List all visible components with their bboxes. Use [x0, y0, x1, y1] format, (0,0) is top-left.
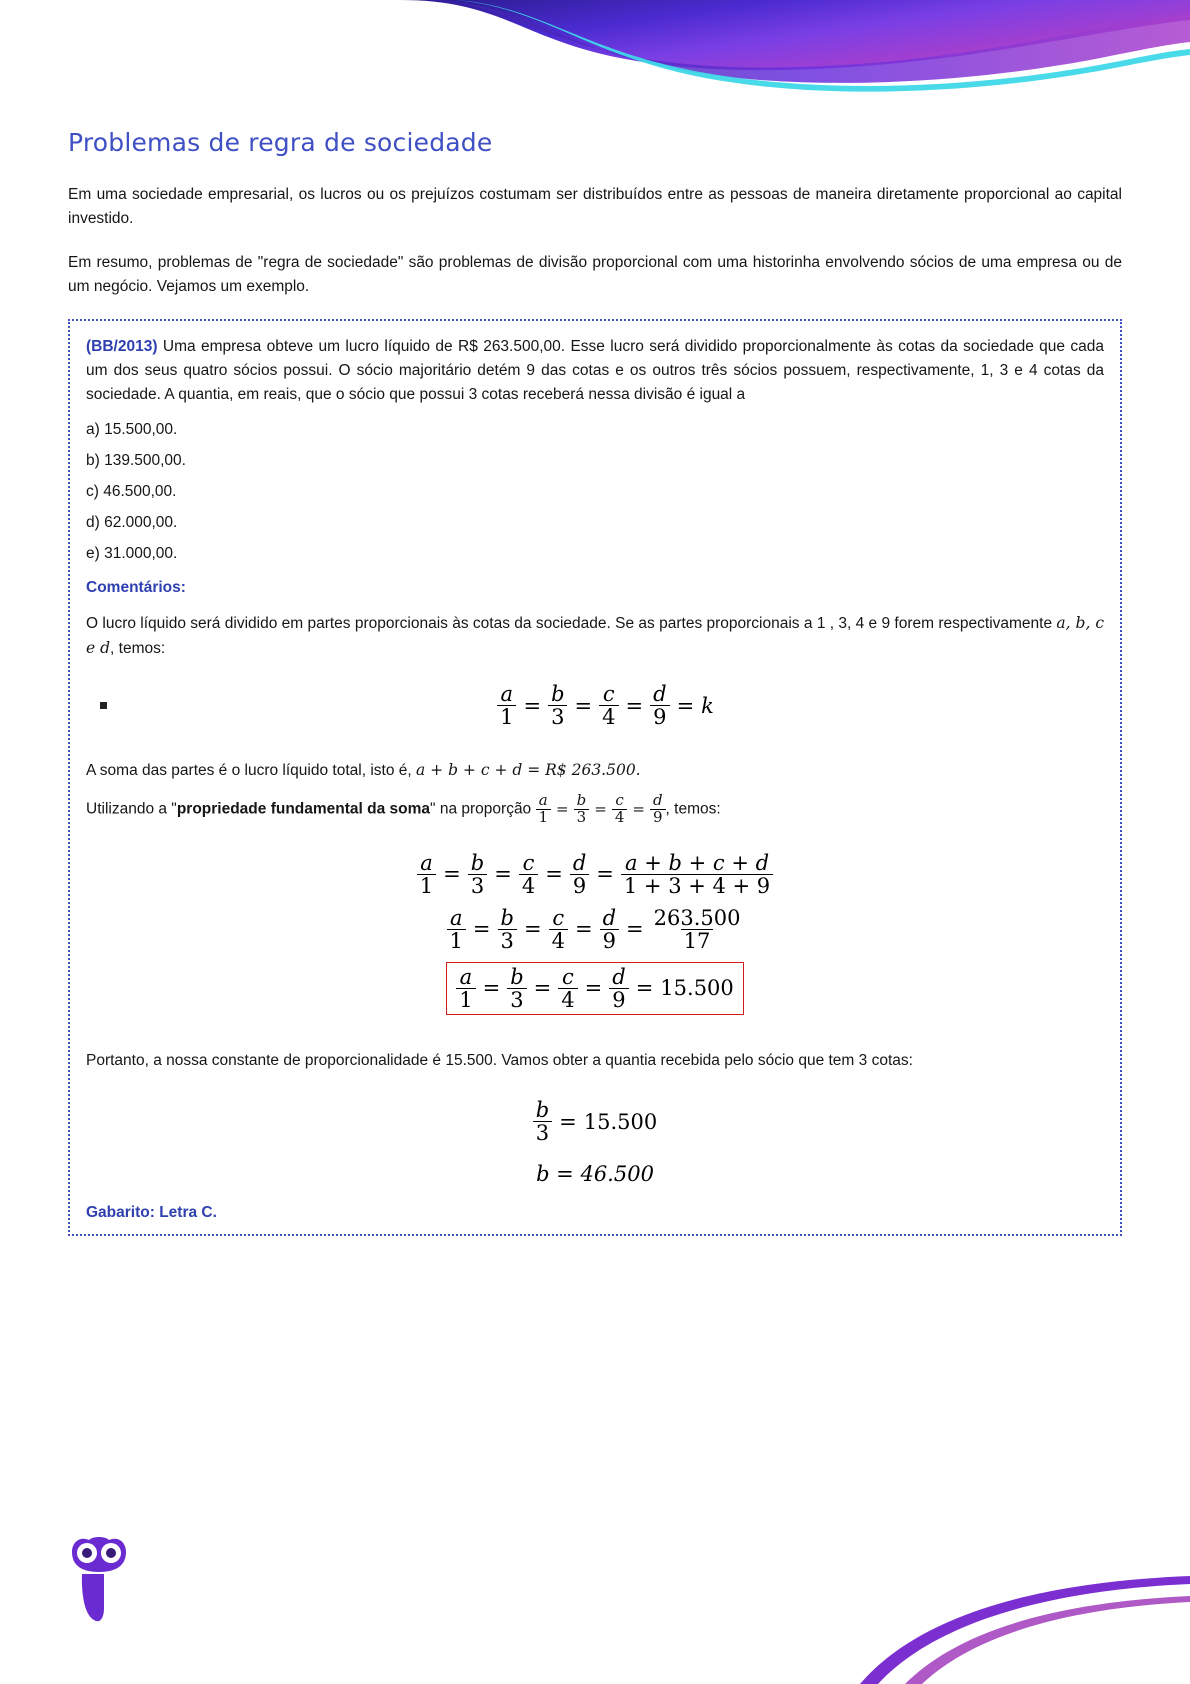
comments-label: Comentários: — [86, 579, 186, 597]
comment-3-text-b: " na proporção — [430, 800, 536, 818]
eq2-num-1: b — [470, 850, 485, 875]
eq2-den-1: 3 — [468, 874, 487, 897]
eq4-den-3: 9 — [609, 988, 628, 1011]
eq3-den-0: 1 — [447, 929, 466, 952]
eq-inline-num-0: a — [538, 791, 548, 810]
eq1-den-1: 3 — [548, 705, 567, 728]
eq4-equals-3: = — [584, 976, 603, 1001]
eq3-num-2: c — [552, 905, 565, 930]
eq4-equals-1: = — [482, 976, 501, 1001]
eq3-sum-denominator: 17 — [681, 929, 714, 952]
equation-5 — [86, 1099, 1104, 1144]
eq6-expression: b = 46.500 — [536, 1162, 654, 1187]
eq-inline-num-3: d — [652, 791, 663, 810]
alternative-e: e) 31.000,00. — [86, 545, 178, 563]
comment-3-bold: propriedade fundamental da soma — [176, 800, 431, 818]
eq-inline-num-1: b — [576, 791, 587, 810]
eq1-num-0: a — [500, 682, 514, 707]
owl-logo-icon — [62, 1534, 136, 1624]
eq4-den-0: 1 — [456, 988, 475, 1011]
eq4-num-1: b — [510, 964, 524, 989]
eq4-equals-4: = — [635, 976, 654, 1001]
eq2-equals-4: = — [596, 862, 614, 887]
eq3-equals-3: = — [574, 917, 593, 942]
eq2-equals-2: = — [494, 862, 512, 887]
comment-1-text-a: O lucro líquido será dividido em partes proporcionais às cotas da sociedade. Se as partes proporcionais a 1 , 3, 4 e 9 forem respectivamente — [86, 615, 1057, 633]
intro-paragraph-2: Em resumo, problemas de "regra de sociedade" são problemas de divisão proporcional com uma historinha envolvendo sócios de uma empresa ou de um negócio. Vejamos um exemplo. — [68, 254, 1122, 296]
eq2-num-3: d — [572, 850, 587, 875]
eq2-den-3: 9 — [570, 874, 589, 897]
eq1-den-2: 4 — [599, 705, 618, 728]
eq4-num-3: d — [612, 964, 626, 989]
question-source-label: (BB/2013) — [86, 338, 158, 356]
eq4-result: 15.500 — [660, 976, 734, 1001]
equation-1-row — [86, 683, 1104, 728]
eq1-result: k — [701, 693, 714, 718]
comment-2-text: A soma das partes é o lucro líquido total, isto é, — [86, 762, 416, 780]
eq1-den-3: 9 — [650, 705, 669, 728]
eq2-den-2: 4 — [519, 874, 538, 897]
equation-6 — [86, 1162, 1104, 1186]
eq1-num-1: b — [551, 682, 565, 707]
eq4-num-0: a — [459, 964, 473, 989]
eq2-sum-numerator: a + b + c + d — [625, 850, 770, 875]
eq4-equals-2: = — [533, 976, 552, 1001]
eq4-den-2: 4 — [558, 988, 577, 1011]
eq2-equals-3: = — [545, 862, 563, 887]
comment-paragraph-1 — [86, 611, 1104, 661]
equation-4-wrapper — [86, 962, 1104, 1015]
eq3-equals-2: = — [523, 917, 542, 942]
page-title: Problemas de regra de sociedade — [68, 128, 493, 157]
eq-inline-den-2: 4 — [612, 809, 628, 826]
equation-4-boxed — [446, 962, 744, 1015]
alternative-b: b) 139.500,00. — [86, 452, 186, 470]
eq2-num-2: c — [522, 850, 535, 875]
eq-inline-num-2: c — [615, 791, 624, 810]
eq3-sum-numerator: 263.500 — [653, 905, 741, 930]
eq1-equals-2: = — [574, 693, 593, 718]
eq4-num-2: c — [562, 964, 574, 989]
eq-inline-den-3: 9 — [650, 809, 666, 826]
equation-1 — [107, 683, 1104, 728]
eq-inline-equals-2: = — [594, 799, 607, 818]
alternative-d: d) 62.000,00. — [86, 514, 178, 532]
eq1-num-3: d — [653, 682, 667, 707]
eq5-equals: = — [559, 1109, 577, 1134]
eq4-den-1: 3 — [507, 988, 526, 1011]
bullet-square-icon — [100, 702, 107, 709]
question-stem-text: Uma empresa obteve um lucro líquido de R$ 263.500,00. Esse lucro será dividido proporcionalmente às cotas da sociedade que cada um dos seus quatro sócios possui. O sócio majoritário detém 9 das cotas e os outros três sócios possuem, respectivamente, 1, 3 e 4 cotas da sociedade. A quantia, em reais, que o sócio que possui 3 cotas receberá nessa divisão é igual a — [86, 338, 1105, 404]
alternative-c: c) 46.500,00. — [86, 483, 177, 501]
eq3-num-0: a — [449, 905, 463, 930]
eq-inline-den-0: 1 — [536, 809, 552, 826]
eq3-equals-4: = — [626, 917, 644, 942]
eq3-den-2: 4 — [549, 929, 568, 952]
eq2-num-0: a — [420, 850, 433, 875]
eq-inline-equals-1: = — [556, 799, 569, 818]
eq5-denominator: 3 — [533, 1121, 552, 1144]
comment-1-text-b: , temos: — [110, 640, 166, 658]
eq1-equals-4: = — [676, 693, 695, 718]
eq3-den-3: 9 — [600, 929, 619, 952]
owl-logo — [62, 1534, 136, 1624]
eq3-num-3: d — [602, 905, 617, 930]
eq3-den-1: 3 — [498, 929, 517, 952]
comment-1-variables: a, b, c e d — [86, 614, 1104, 658]
comment-3-text-c: , temos: — [665, 800, 721, 818]
eq5-result: 15.500 — [583, 1109, 658, 1134]
eq1-num-2: c — [602, 682, 615, 707]
intro-paragraph-1: Em uma sociedade empresarial, os lucros ou os prejuízos costumam ser distribuídos entre as pessoas de maneira diretamente proporcional ao capital investido. — [68, 186, 1122, 228]
eq1-equals-1: = — [523, 693, 542, 718]
eq2-den-0: 1 — [417, 874, 436, 897]
comment-3-text-a: Utilizando a " — [86, 800, 177, 818]
comment-3-inline-proportion — [536, 793, 666, 826]
question-stem — [86, 335, 1104, 407]
eq-inline-den-1: 3 — [574, 809, 590, 826]
eq-inline-equals-3: = — [632, 799, 645, 818]
equation-2 — [86, 852, 1104, 897]
alternative-a: a) 15.500,00. — [86, 421, 178, 439]
eq1-den-0: 1 — [497, 705, 516, 728]
answer-label: Gabarito: Letra C. — [86, 1204, 217, 1222]
comment-paragraph-4: Portanto, a nossa constante de proporcionalidade é 15.500. Vamos obter a quantia recebida pelo sócio que tem 3 cotas: — [86, 1052, 913, 1070]
eq2-equals-1: = — [443, 862, 461, 887]
eq2-sum-denominator: 1 + 3 + 4 + 9 — [621, 874, 773, 897]
eq3-num-1: b — [500, 905, 514, 930]
comment-paragraph-3 — [86, 793, 1104, 826]
eq3-equals-1: = — [472, 917, 491, 942]
comment-paragraph-2 — [86, 758, 1104, 783]
comment-2-math: a + b + c + d = R$ 263.500. — [416, 761, 641, 780]
eq1-equals-3: = — [625, 693, 644, 718]
question-box — [68, 319, 1122, 1236]
eq5-numerator: b — [535, 1098, 550, 1123]
equation-3 — [86, 907, 1104, 952]
